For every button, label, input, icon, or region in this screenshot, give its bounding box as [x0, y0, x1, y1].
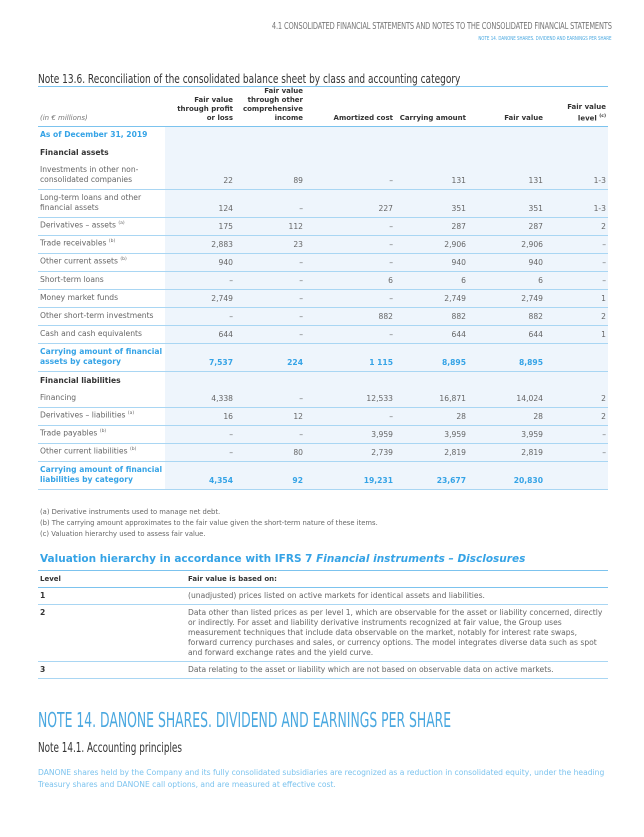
value-cell: 7,537 — [165, 344, 235, 372]
table-row — [38, 390, 608, 408]
value-cell: 2,749 — [468, 290, 545, 308]
value-cell: 16,871 — [395, 390, 468, 408]
value-cell — [545, 372, 608, 390]
value-cell — [305, 127, 395, 144]
value-cell: 14,024 — [468, 390, 545, 408]
value-cell: – — [545, 236, 608, 254]
value-cell: 1-3 — [545, 162, 608, 190]
row-label: Long-term loans and other financial assets — [38, 190, 165, 218]
note14-heading: NOTE 14. DANONE SHARES. DIVIDEND AND EARNINGS PER SHARE — [38, 708, 452, 732]
value-cell: – — [235, 326, 305, 344]
value-cell: – — [235, 254, 305, 272]
valuation-hierarchy-table — [38, 570, 608, 679]
value-cell: 644 — [395, 326, 468, 344]
value-cell: 3,959 — [468, 426, 545, 444]
row-label: Trade receivables $^{(b)}$ — [38, 236, 165, 254]
value-cell: – — [545, 272, 608, 290]
value-cell: 2,749 — [395, 290, 468, 308]
value-cell: 2,739 — [305, 444, 395, 462]
value-cell: – — [235, 190, 305, 218]
value-cell: 882 — [468, 308, 545, 326]
table-row — [38, 605, 608, 662]
row-label: Money market funds — [38, 290, 165, 308]
value-cell: 131 — [395, 162, 468, 190]
value-cell: 23,677 — [395, 462, 468, 490]
level-cell: 2 — [38, 605, 186, 662]
value-cell — [305, 372, 395, 390]
running-subheader: NOTE 14. DANONE SHARES. DIVIDEND AND EARNINGS PER SHARE — [478, 36, 612, 42]
value-cell: 4,338 — [165, 390, 235, 408]
table2-title: Valuation hierarchy in accordance with IFRS 7 Financial instruments – Disclosures — [40, 553, 526, 565]
value-cell — [468, 372, 545, 390]
value-cell — [468, 127, 545, 144]
value-cell: 80 — [235, 444, 305, 462]
value-cell: 2,906 — [468, 236, 545, 254]
row-label: Investments in other non-consolidated companies — [38, 162, 165, 190]
table-row — [38, 218, 608, 236]
basis-cell: Data other than listed prices as per level 1, which are observable for the asset or liability concerned, directly or indirectly. For asset and liability derivative instruments recognized at fair value, the Group uses measurement techniques that include data observable on the market, notably for interest rate swaps, forward currency purchases and sales, or currency options. The model integrates diverse data such as spot and forward exchange rates and the yield curve. — [186, 605, 608, 662]
value-cell: 940 — [165, 254, 235, 272]
table-row — [38, 662, 608, 679]
table-row — [38, 426, 608, 444]
value-cell: 28 — [395, 408, 468, 426]
value-cell: 6 — [305, 272, 395, 290]
running-header: 4.1 CONSOLIDATED FINANCIAL STATEMENTS AND NOTES TO THE CONSOLIDATED FINANCIAL STATEMENTS — [272, 21, 612, 32]
value-cell: 6 — [395, 272, 468, 290]
table-row — [38, 236, 608, 254]
table-row — [38, 326, 608, 344]
table1-title: Note 13.6. Reconciliation of the consolidated balance sheet by class and accounting category — [38, 71, 461, 86]
value-cell: 940 — [395, 254, 468, 272]
value-cell: – — [235, 290, 305, 308]
value-cell: 2 — [545, 408, 608, 426]
table-row — [38, 408, 608, 426]
value-cell: 112 — [235, 218, 305, 236]
value-cell: 224 — [235, 344, 305, 372]
footnote-b: (b) The carrying amount approximates to the fair value given the short-term nature of these items. — [40, 519, 378, 527]
value-cell: 644 — [468, 326, 545, 344]
table-row — [38, 254, 608, 272]
value-cell: 3,959 — [305, 426, 395, 444]
value-cell: 6 — [468, 272, 545, 290]
row-label: Financial liabilities — [40, 375, 121, 385]
row-label: Short-term loans — [38, 272, 165, 290]
value-cell: 16 — [165, 408, 235, 426]
col-header-basis: Fair value is based on: — [186, 571, 608, 588]
value-cell: 8,895 — [468, 344, 545, 372]
value-cell — [395, 127, 468, 144]
value-cell: 124 — [165, 190, 235, 218]
value-cell: – — [545, 254, 608, 272]
row-label: Derivatives – assets $^{(a)}$ — [38, 218, 165, 236]
row-label: Derivatives – liabilities $^{(a)}$ — [38, 408, 165, 426]
row-label: Trade payables $^{(b)}$ — [38, 426, 165, 444]
table-row — [38, 372, 608, 390]
value-cell: 20,830 — [468, 462, 545, 490]
value-cell — [545, 344, 608, 372]
row-label: Carrying amount of financial assets by category — [38, 344, 165, 372]
table-row — [38, 144, 608, 162]
value-cell: 882 — [395, 308, 468, 326]
value-cell: 3,959 — [395, 426, 468, 444]
row-label: Other current liabilities $^{(b)}$ — [38, 444, 165, 462]
table-row — [38, 444, 608, 462]
value-cell: – — [165, 426, 235, 444]
value-cell: 4,354 — [165, 462, 235, 490]
col-header-level: Fair value level $^{(c)}$ — [567, 102, 606, 122]
value-cell: – — [305, 290, 395, 308]
value-cell: 227 — [305, 190, 395, 218]
value-cell — [235, 372, 305, 390]
table-row — [38, 127, 608, 144]
row-label: As of December 31, 2019 — [40, 129, 148, 139]
value-cell: 2 — [545, 218, 608, 236]
value-cell — [395, 372, 468, 390]
table-row — [38, 588, 608, 605]
value-cell: 1 115 — [305, 344, 395, 372]
value-cell: – — [235, 272, 305, 290]
value-cell: 12 — [235, 408, 305, 426]
value-cell: 28 — [468, 408, 545, 426]
note14-1-heading: Note 14.1. Accounting principles — [38, 741, 182, 756]
value-cell: 644 — [165, 326, 235, 344]
value-cell: 2,819 — [468, 444, 545, 462]
row-label: Other current assets $^{(b)}$ — [38, 254, 165, 272]
value-cell: 1-3 — [545, 190, 608, 218]
footnote-a: (a) Derivative instruments used to manage net debt. — [40, 508, 221, 516]
value-cell: 287 — [395, 218, 468, 236]
value-cell: 8,895 — [395, 344, 468, 372]
value-cell — [395, 144, 468, 162]
level-cell: 3 — [38, 662, 186, 679]
value-cell: 1 — [545, 290, 608, 308]
value-cell: – — [165, 308, 235, 326]
value-cell: 23 — [235, 236, 305, 254]
value-cell: 940 — [468, 254, 545, 272]
value-cell — [165, 144, 235, 162]
col-header-fvoci: Fair value through other comprehensive income — [242, 87, 303, 122]
value-cell: 2,883 — [165, 236, 235, 254]
table-row — [38, 290, 608, 308]
basis-cell: (unadjusted) prices listed on active markets for identical assets and liabilities. — [186, 588, 608, 605]
table-row — [38, 190, 608, 218]
value-cell: – — [235, 426, 305, 444]
row-label: Financing — [38, 390, 165, 408]
value-cell: 351 — [468, 190, 545, 218]
table-row — [38, 308, 608, 326]
table-row — [38, 462, 608, 490]
value-cell: – — [235, 390, 305, 408]
value-cell: – — [305, 236, 395, 254]
value-cell — [165, 127, 235, 144]
col-header-amortized: Amortized cost — [333, 114, 393, 122]
value-cell: – — [545, 426, 608, 444]
value-cell: 2,906 — [395, 236, 468, 254]
table-row — [38, 272, 608, 290]
value-cell — [468, 144, 545, 162]
value-cell: – — [305, 254, 395, 272]
col-header-fair-value: Fair value — [504, 114, 543, 122]
footnote-c: (c) Valuation hierarchy used to assess fair value. — [40, 530, 206, 538]
value-cell: – — [235, 308, 305, 326]
value-cell: 2,749 — [165, 290, 235, 308]
note14-paragraph: DANONE shares held by the Company and its fully consolidated subsidiaries are recognized as a reduction in consolidated equity, under the heading Treasury shares and DANONE call options, and are measured at effective cost. — [38, 768, 605, 789]
value-cell: – — [165, 272, 235, 290]
value-cell: 89 — [235, 162, 305, 190]
reconciliation-table — [38, 86, 608, 490]
value-cell: 19,231 — [305, 462, 395, 490]
value-cell: – — [305, 162, 395, 190]
row-label: Financial assets — [40, 147, 109, 157]
value-cell: – — [165, 444, 235, 462]
value-cell: 2 — [545, 390, 608, 408]
value-cell: 175 — [165, 218, 235, 236]
value-cell: – — [305, 326, 395, 344]
value-cell — [165, 372, 235, 390]
col-header-unit: (in € millions) — [40, 114, 88, 122]
row-label: Other short-term investments — [38, 308, 165, 326]
col-header-carrying: Carrying amount — [399, 114, 466, 122]
value-cell: 287 — [468, 218, 545, 236]
value-cell: 92 — [235, 462, 305, 490]
value-cell: 2,819 — [395, 444, 468, 462]
value-cell: 22 — [165, 162, 235, 190]
value-cell: – — [305, 408, 395, 426]
col-header-level: Level — [38, 571, 186, 588]
value-cell — [545, 144, 608, 162]
table-row — [38, 344, 608, 372]
level-cell: 1 — [38, 588, 186, 605]
value-cell: 882 — [305, 308, 395, 326]
row-label: Carrying amount of financial liabilities by category — [38, 462, 165, 490]
col-header-fvpl: Fair value through profit or loss — [177, 96, 233, 122]
value-cell — [235, 144, 305, 162]
value-cell: 1 — [545, 326, 608, 344]
value-cell: 131 — [468, 162, 545, 190]
value-cell — [235, 127, 305, 144]
basis-cell: Data relating to the asset or liability which are not based on observable data on active markets. — [186, 662, 608, 679]
value-cell — [545, 462, 608, 490]
value-cell — [305, 144, 395, 162]
value-cell: 2 — [545, 308, 608, 326]
value-cell: – — [545, 444, 608, 462]
row-label: Cash and cash equivalents — [38, 326, 165, 344]
table-row — [38, 162, 608, 190]
value-cell — [545, 127, 608, 144]
value-cell: 12,533 — [305, 390, 395, 408]
value-cell: – — [305, 218, 395, 236]
value-cell: 351 — [395, 190, 468, 218]
